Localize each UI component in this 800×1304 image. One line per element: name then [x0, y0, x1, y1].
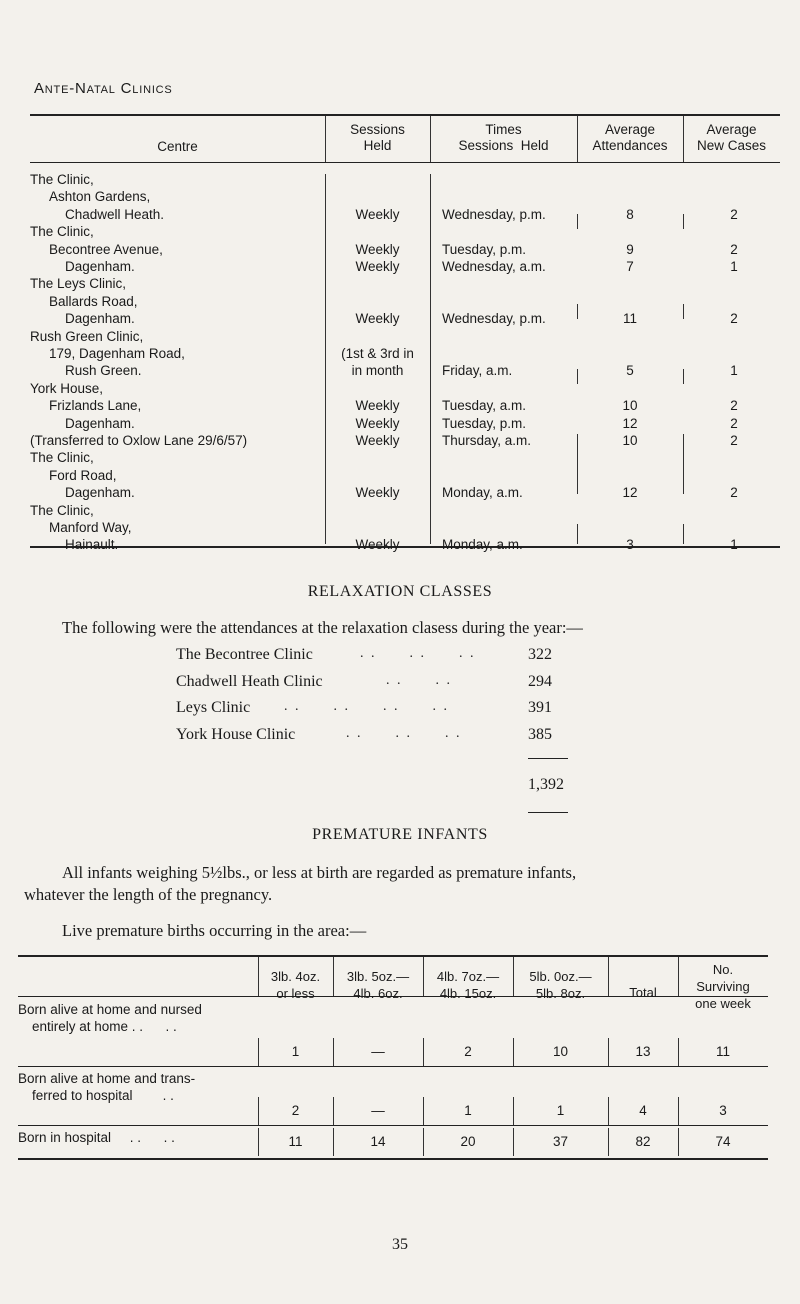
column-header — [333, 968, 423, 1002]
avg-new-cases-cell: 2 — [730, 485, 738, 501]
count-cell: 3 — [719, 1103, 727, 1118]
row-label-line: Born alive at home and trans- — [18, 1071, 196, 1086]
relaxation-row — [176, 646, 606, 670]
col-divider — [258, 1128, 259, 1156]
count-cell: 4 — [639, 1103, 647, 1118]
times-cell: Friday, a.m. — [442, 363, 513, 379]
header-avg-new-line2: New Cases — [696, 138, 767, 153]
avg-attendance-cell: 5 — [626, 363, 634, 379]
count-cell: — — [371, 1044, 385, 1059]
avg-new-cases-cell: 1 — [730, 363, 738, 379]
avg-new-cases-cell: 2 — [730, 398, 738, 414]
col-divider — [608, 1038, 609, 1066]
centre-line: Rush Green Clinic, — [30, 328, 144, 344]
count-cell: 13 — [635, 1044, 651, 1059]
column-header-line: 5lb. 0oz.— — [529, 969, 592, 984]
row-label-line: ferred to hospital . . — [32, 1088, 174, 1103]
col-divider — [683, 214, 684, 229]
premature-heading: PREMATURE INFANTS — [312, 826, 488, 843]
col-divider — [683, 304, 684, 319]
row-label — [18, 1070, 253, 1104]
column-header — [678, 961, 768, 1012]
count-cell: — — [371, 1103, 385, 1118]
leader-dots: . . . . . . . . — [284, 699, 449, 714]
col-divider — [333, 957, 334, 996]
column-header-line: Surviving — [696, 979, 750, 994]
times-cell: Tuesday, a.m. — [442, 398, 527, 414]
count-cell: 1 — [291, 1044, 300, 1059]
avg-attendance-cell: 10 — [622, 398, 638, 414]
table-bottom-rule — [18, 1158, 768, 1160]
col-divider — [333, 1097, 334, 1125]
sessions-cell: Weekly — [355, 206, 400, 222]
column-header — [423, 968, 513, 1002]
count-cell: 10 — [552, 1044, 569, 1059]
row-label-line: entirely at home . . . . — [32, 1019, 177, 1034]
clinic-name: Chadwell Heath Clinic — [176, 672, 323, 690]
sessions-cell: Weekly — [355, 398, 400, 414]
centre-line: Chadwell Heath. — [65, 206, 165, 222]
column-header-line: 4lb. 6oz. — [353, 986, 403, 1001]
avg-attendance-cell: 8 — [626, 206, 634, 222]
column-header — [513, 968, 608, 1002]
avg-new-cases-cell: 2 — [730, 241, 738, 257]
col-divider — [683, 524, 684, 544]
centre-line: Dagenham. — [65, 311, 135, 327]
relaxation-total-row — [176, 776, 606, 800]
count-cell: 11 — [715, 1044, 730, 1059]
count-cell: 20 — [460, 1134, 476, 1149]
sessions-cell: Weekly — [355, 259, 400, 274]
avg-attendance-cell: 12 — [622, 415, 638, 431]
header-sessions — [325, 122, 430, 154]
header-times-line2: Sessions Held — [458, 138, 549, 153]
avg-attendance-cell: 10 — [622, 433, 638, 448]
relaxation-row — [176, 699, 606, 723]
header-avg-new — [683, 122, 780, 154]
header-sessions-line1: Sessions — [350, 122, 405, 137]
leader-dots: . . . . — [386, 672, 452, 688]
ante-natal-table — [30, 114, 780, 553]
total-rule-bottom — [528, 812, 568, 813]
col-divider — [683, 369, 684, 384]
times-cell: Thursday, a.m. — [442, 433, 532, 448]
column-header-line: 3lb. 4oz. — [270, 969, 321, 984]
count-cell: 2 — [464, 1044, 472, 1059]
col-divider — [333, 1128, 334, 1156]
col-divider — [430, 174, 431, 544]
centre-line: The Clinic, — [30, 224, 94, 240]
centre-line: (Transferred to Oxlow Lane 29/6/57) — [30, 433, 248, 448]
col-divider — [678, 957, 679, 996]
attendance-value: 391 — [528, 699, 552, 716]
row-rule — [18, 1125, 768, 1126]
leader-dots: . . . . . . — [346, 725, 462, 741]
centre-line: Ashton Gardens, — [49, 189, 151, 205]
col-divider — [513, 1128, 514, 1156]
centre-line: York House, — [30, 380, 104, 396]
sessions-cell: Weekly — [355, 311, 400, 327]
col-divider — [678, 1038, 679, 1066]
count-cell: 14 — [370, 1134, 386, 1149]
col-divider — [423, 1128, 424, 1156]
col-divider — [258, 957, 259, 996]
column-header-line: 4lb. 15oz. — [439, 986, 497, 1001]
count-cell: 11 — [288, 1134, 303, 1149]
centre-line: Hainault. — [65, 537, 119, 553]
centre-line: Dagenham. — [65, 259, 135, 274]
column-header-line: or less — [276, 986, 315, 1001]
relaxation-row — [176, 673, 606, 697]
row-label-line: Born alive at home and nursed — [18, 1002, 202, 1017]
col-divider — [683, 434, 684, 494]
column-header — [258, 968, 333, 1002]
avg-attendance-cell: 3 — [626, 537, 634, 553]
row-rule — [18, 1066, 768, 1067]
header-avg-att-line2: Attendances — [592, 138, 668, 153]
count-cell: 37 — [552, 1134, 569, 1149]
centre-line: Ballards Road, — [49, 293, 138, 309]
count-cell: 2 — [291, 1103, 300, 1118]
col-divider — [608, 1128, 609, 1156]
sessions-cell: Weekly — [355, 537, 400, 553]
col-divider — [513, 1038, 514, 1066]
avg-attendance-cell: 9 — [626, 241, 634, 257]
centre-line: Rush Green. — [65, 363, 142, 379]
premature-para2: Live premature births occurring in the area:— — [62, 921, 367, 940]
column-header-line: No. — [712, 962, 734, 977]
col-divider — [423, 957, 424, 996]
column-header-line: 5lb. 8oz. — [535, 986, 586, 1001]
page-number: 35 — [392, 1236, 408, 1253]
col-divider — [423, 1097, 424, 1125]
col-divider — [577, 369, 578, 384]
centre-line: The Clinic, — [30, 450, 94, 466]
sessions-cell: Weekly — [355, 433, 400, 448]
col-divider — [513, 957, 514, 996]
premature-para1-line2: whatever the length of the pregnancy. — [24, 885, 273, 904]
avg-new-cases-cell: 2 — [730, 415, 738, 431]
count-cell: 1 — [556, 1103, 565, 1118]
avg-attendance-cell: 11 — [622, 311, 637, 327]
total-rule-top — [528, 758, 568, 759]
times-cell: Monday, a.m. — [442, 537, 523, 553]
header-avg-attendances — [577, 122, 683, 154]
premature-para1-line1: All infants weighing 5½lbs., or less at birth are regarded as premature infants, — [62, 863, 577, 882]
row-label-line: Born in hospital . . . . — [18, 1130, 175, 1145]
sessions-cell: in month — [351, 363, 404, 379]
header-rule — [30, 162, 780, 163]
col-divider — [608, 1097, 609, 1125]
attendance-value: 294 — [528, 672, 552, 690]
table-top-rule — [30, 114, 780, 116]
centre-line: Ford Road, — [49, 467, 117, 483]
col-divider — [678, 1097, 679, 1125]
col-divider — [608, 957, 609, 996]
times-cell: Wednesday, a.m. — [442, 259, 546, 274]
centre-line: Dagenham. — [65, 485, 135, 501]
relaxation-total: 1,392 — [528, 776, 564, 793]
ante-natal-title: Ante-Natal Clinics — [34, 80, 173, 97]
times-cell: Monday, a.m. — [442, 485, 523, 501]
relaxation-heading: RELAXATION CLASSES — [307, 583, 493, 600]
avg-new-cases-cell: 2 — [730, 311, 738, 327]
col-divider — [325, 174, 326, 544]
centre-line: Becontree Avenue, — [49, 241, 163, 257]
header-avg-new-line1: Average — [706, 122, 757, 137]
col-divider — [258, 1038, 259, 1066]
sessions-cell: (1st & 3rd in — [341, 346, 414, 361]
leader-dots: . . . . . . — [360, 646, 476, 661]
avg-new-cases-cell: 2 — [730, 433, 738, 448]
row-label — [18, 1001, 253, 1035]
centre-line: The Clinic, — [30, 502, 94, 518]
count-cell: 82 — [635, 1134, 651, 1149]
table-top-rule — [18, 955, 768, 957]
column-header-line: one week — [695, 996, 751, 1011]
col-divider — [678, 1128, 679, 1156]
count-cell: 74 — [715, 1134, 731, 1149]
count-cell: 1 — [464, 1103, 472, 1118]
avg-new-cases-cell: 1 — [730, 259, 738, 274]
sessions-cell: Weekly — [355, 485, 400, 501]
times-cell: Wednesday, p.m. — [442, 311, 546, 327]
clinic-name: Leys Clinic — [176, 699, 251, 716]
col-divider — [258, 1097, 259, 1125]
header-centre: Centre — [157, 139, 198, 154]
centre-line: The Leys Clinic, — [30, 276, 127, 292]
times-cell: Wednesday, p.m. — [442, 206, 546, 222]
centre-line: 179, Dagenham Road, — [49, 346, 185, 361]
column-header — [608, 984, 678, 1001]
times-cell: Tuesday, p.m. — [442, 241, 527, 257]
col-divider — [577, 304, 578, 319]
header-times-line1: Times — [485, 122, 522, 137]
row-label — [18, 1129, 253, 1146]
sessions-cell: Weekly — [355, 241, 400, 257]
clinic-name: York House Clinic — [176, 725, 296, 743]
col-divider — [577, 434, 578, 494]
header-sessions-line2: Held — [363, 138, 392, 153]
times-cell: Tuesday, p.m. — [442, 415, 527, 431]
centre-line: The Clinic, — [30, 172, 94, 187]
relaxation-intro: The following were the attendances at the relaxation clasess during the year:— — [62, 618, 583, 637]
col-divider — [333, 1038, 334, 1066]
avg-attendance-cell: 7 — [626, 259, 634, 274]
centre-line: Frizlands Lane, — [49, 398, 142, 414]
column-header-line: Total — [629, 985, 657, 1000]
avg-attendance-cell: 12 — [622, 485, 638, 501]
centre-line: Manford Way, — [49, 520, 132, 535]
col-divider — [577, 524, 578, 544]
premature-table — [18, 955, 768, 1160]
col-divider — [423, 1038, 424, 1066]
clinic-name: The Becontree Clinic — [176, 646, 313, 663]
attendance-value: 385 — [528, 725, 552, 743]
col-divider — [577, 214, 578, 229]
col-divider — [513, 1097, 514, 1125]
attendance-value: 322 — [528, 646, 552, 663]
avg-new-cases-cell: 2 — [730, 206, 738, 222]
header-times — [430, 122, 577, 154]
column-header-line: 3lb. 5oz.— — [346, 969, 410, 984]
column-header-line: 4lb. 7oz.— — [436, 969, 500, 984]
centre-line: Dagenham. — [65, 415, 135, 431]
relaxation-row — [176, 726, 606, 750]
header-avg-att-line1: Average — [604, 122, 656, 137]
sessions-cell: Weekly — [355, 415, 400, 431]
avg-new-cases-cell: 1 — [730, 537, 738, 553]
